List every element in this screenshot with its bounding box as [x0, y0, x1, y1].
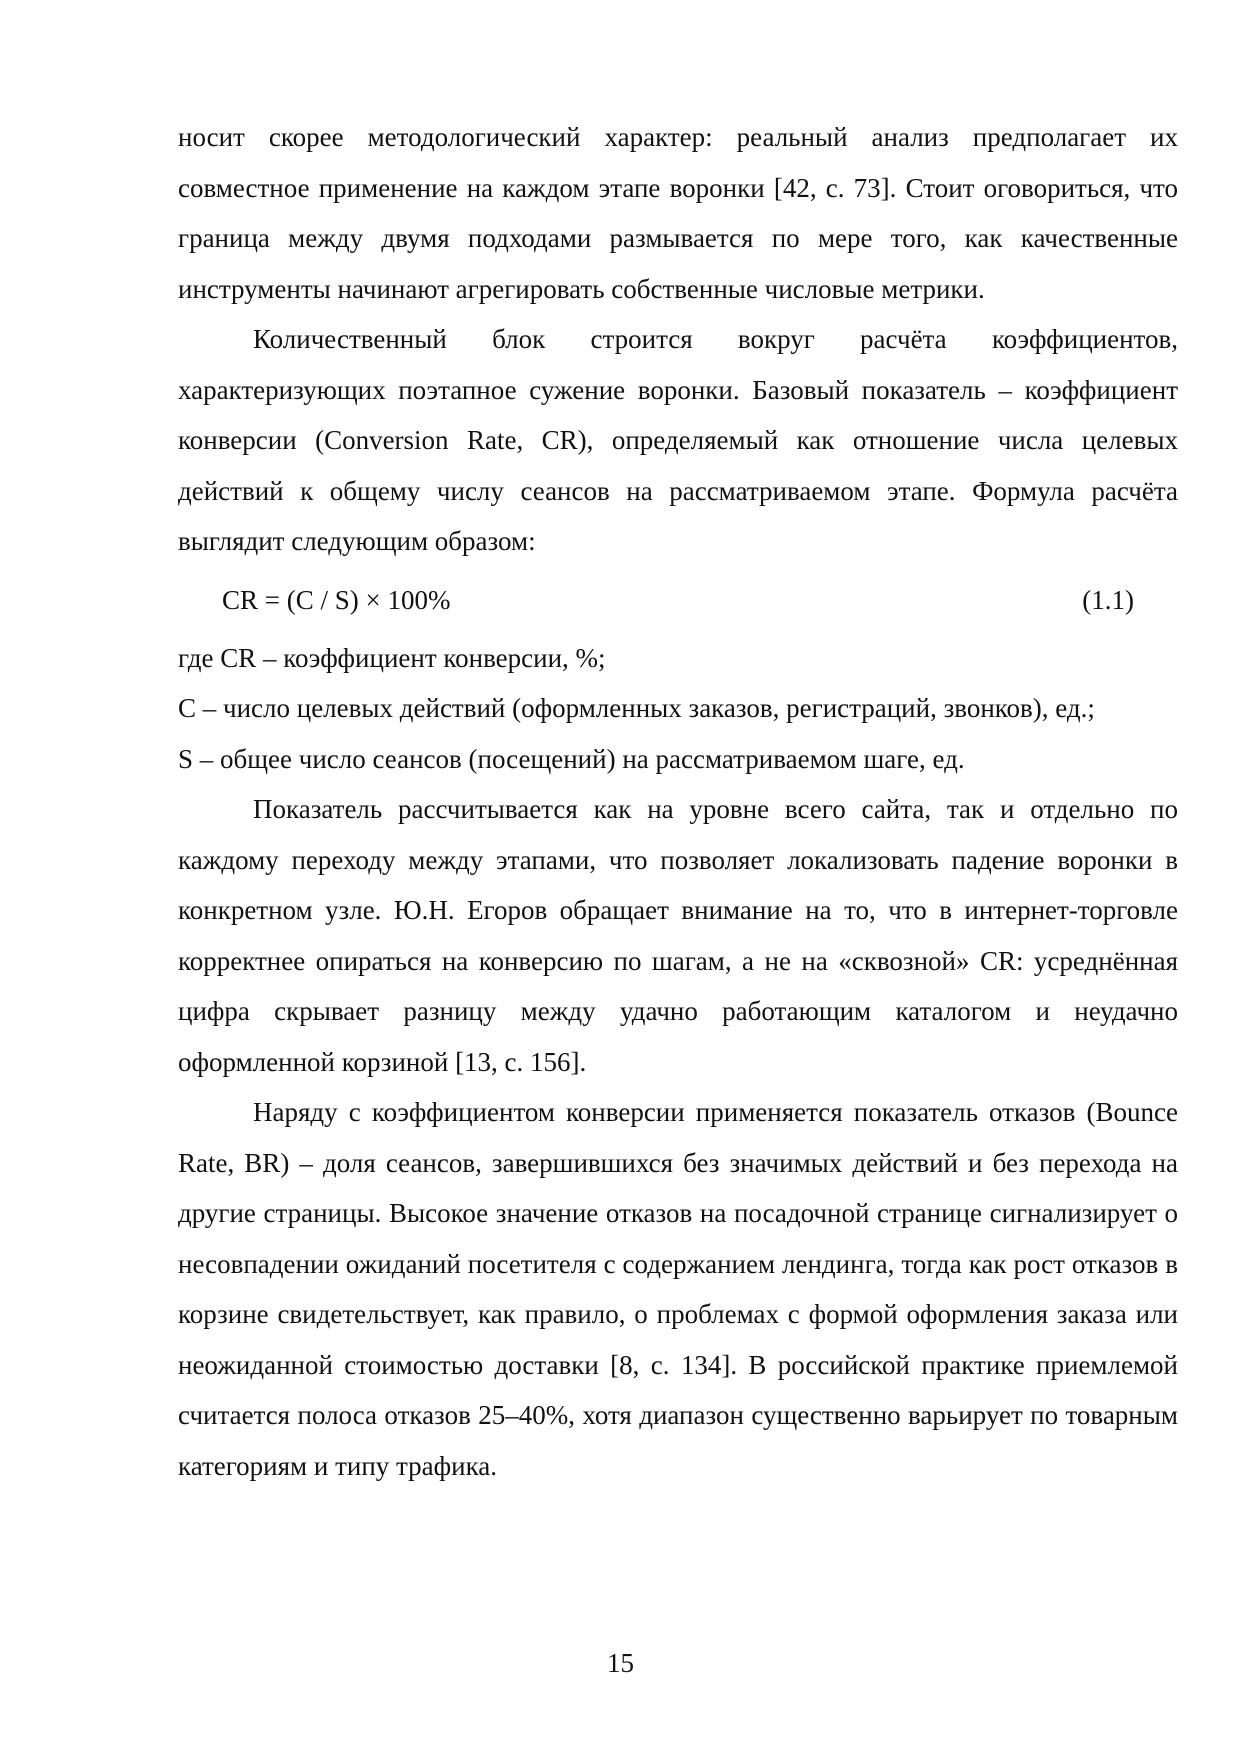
definition-c: C – число целевых действий (оформленных заказов, регистраций, звонков), ед.;: [178, 693, 1095, 723]
formula-number: (1.1): [1082, 584, 1134, 615]
paragraph-quantitative-block: Количественный блок строится вокруг расчёта коэффициентов, характеризующих поэтапное сужение воронки. Базовый показатель – коэффициент конверсии (Conversion Rate, CR), определяемый как отношение числа целевых действий к общему числу сеансов на рассматриваемом этапе. Формула расчёта выглядит следующим образом:: [178, 324, 1178, 556]
paragraph-continuation: носит скорее методологический характер: реальный анализ предполагает их совместное применение на каждом этапе воронки [42, с. 73]. Стоит оговориться, что граница между двумя подходами размывается по мере того, как качественные инструменты начинают агрегировать собственные числовые метрики.: [178, 122, 1178, 304]
formula-block: [178, 575, 1178, 625]
paragraph-step-conversion: Показатель рассчитывается как на уровне всего сайта, так и отдельно по каждому переходу между этапами, что позволяет локализовать падение воронки в конкретном узле. Ю.Н. Егоров обращает внимание на то, что в интернет-торговле корректнее опираться на конверсию по шагам, а не на «сквозной» CR: усреднённая цифра скрывает разницу между удачно работающим каталогом и неудачно оформленной корзиной [13, с. 156].: [178, 794, 1178, 1077]
definition-s: S – общее число сеансов (посещений) на рассматриваемом шаге, ед.: [178, 743, 965, 774]
formula-definitions: [178, 633, 1178, 785]
formula-expression: CR = (C / S) × 100%: [222, 584, 451, 615]
page-number: 15: [607, 1648, 634, 1678]
page-body: [178, 112, 1178, 1491]
paragraph-bounce-rate: Наряду с коэффициентом конверсии применяется показатель отказов (Bounce Rate, BR) – доля сеансов, завершившихся без значимых действий и без перехода на другие страницы. Высокое значение отказов на посадочной странице сигнализирует о несовпадении ожиданий посетителя с содержанием лендинга, тогда как рост отказов в корзине свидетельствует, как правило, о проблемах с формой оформления заказа или неожиданной стоимостью доставки [8, с. 134]. В российской практике приемлемой считается полоса отказов 25–40%, хотя диапазон существенно варьирует по товарным категориям и типу трафика.: [178, 1097, 1178, 1481]
definition-cr: где CR – коэффициент конверсии, %;: [178, 642, 606, 673]
